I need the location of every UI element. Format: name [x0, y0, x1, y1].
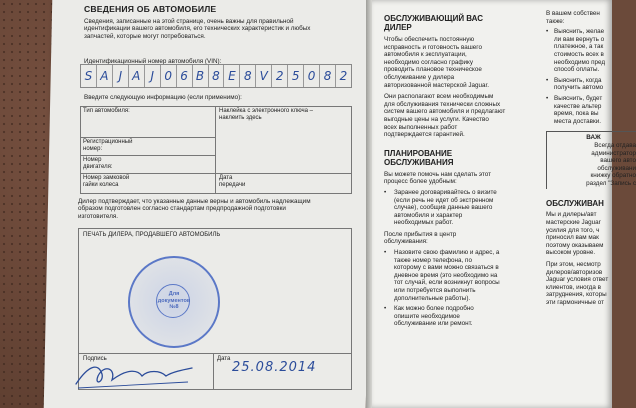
bullet-item-2: • Назовите свою фамилию и адрес, а также номер телефона, по которому с вами можно связаться в дневное время (это необходимо на тот случай, если возникнут вопросы или потребуется выполнить дополнительные работы). [384, 249, 500, 302]
vin-char-cell: S [81, 65, 97, 87]
registration-label: Регистрационный номер: [83, 139, 133, 152]
handover-date-label: Дата передачи [219, 175, 246, 188]
dealer-stamp-label: ПЕЧАТЬ ДИЛЕРА, ПРОДАВШЕГО АВТОМОБИЛЬ [83, 232, 221, 238]
vin-char-cell: J [145, 65, 161, 87]
vin-char-cell: 6 [177, 65, 193, 87]
bullet-item-1: • Заранее договаривайтесь о визите (если речь не идет об экстренном случае), сообщив данные вашего автомобиля и характер необходимых работ. [384, 188, 497, 227]
dealer-confirmation-text: Дилер подтверждает, что указанные данные верны и автомобиль надлежащим образом подготовлен согласно стандартам предпродажной подготовки изготовителя. [78, 198, 311, 220]
service-paragraph-1: Мы и дилеры/авт мастерские Jaguar усилия для того, ч приносил вам мак поэтому оказываем высоком уровне. [546, 211, 604, 257]
vin-char-cell: 8 [320, 65, 336, 87]
vin-char-cell: A [129, 65, 145, 87]
planning-paragraph: Вы можете помочь нам сделать этот процесс более удобным: [384, 170, 491, 186]
vin-char-cell: 2 [272, 65, 288, 87]
important-box: ВАЖ Всегда отдава администратор вашего авто обслуживани книжку обратно раздел "Запись с [546, 131, 636, 189]
vin-char-cell: 8 [209, 65, 225, 87]
handover-date-value: 25.08.2014 [232, 360, 317, 375]
col2-bullet-1: • Выяснить, желае ли вам вернуть о платежное, а так стоимость всех в необходимо пред способ оплаты. [546, 28, 606, 74]
vin-char-cell: 0 [304, 65, 320, 87]
vin-char-cell: V [256, 65, 272, 87]
vin-char-cell: 8 [240, 65, 256, 87]
bullet-item-3: • Как можно более подробно опишите необходимое обслуживание или ремонт. [384, 305, 474, 328]
intro-text: Сведения, записанные на этой странице, очень важны для правильной идентификации вашего автомобиля, его технических характеристик и любых запчастей, которые могут потребоваться. [84, 18, 311, 40]
vehicle-info-table [80, 106, 352, 194]
page-title: СВЕДЕНИЯ ОБ АВТОМОБИЛЕ [84, 4, 217, 14]
col2-bullet-2: • Выяснить, когда получить автомо [546, 76, 604, 92]
section-heading-planning: ПЛАНИРОВАНИЕ ОБСЛУЖИВАНИЯ [384, 148, 454, 167]
arrival-paragraph: После прибытия в центр обслуживания: [384, 230, 457, 246]
vehicle-model-label: Тип автомобиля: [83, 108, 130, 114]
enter-info-label: Введите следующую информацию (если применимо): [84, 94, 242, 101]
section-heading-service: ОБСЛУЖИВАН [546, 199, 604, 209]
vin-char-cell: A [97, 65, 113, 87]
vin-char-cell: E [224, 65, 240, 87]
vin-label: Идентификационный номер автомобиля (VIN): [84, 58, 222, 65]
dealer-paragraph-2: Они располагают всем необходимым для обслуживания технически сложных систем вашего автомобиля и предлагают выгодные цены на услуги. Качество всех выполненных работ подтверждается гарантией. [384, 93, 506, 139]
section-heading-dealer: ОБСЛУЖИВАЮЩИЙ ВАС ДИЛЕР [384, 14, 484, 32]
handwritten-signature [68, 356, 198, 392]
right-column-cropped: В вашем собствен также: • Выяснить, желае ли вам вернуть о платежное, а так стоимость всех в необходимо пред способ оплаты. • Выяснить, когда получить автомо • Выяснить, будет качестве альтер время, пока вы места доставки. ВАЖ Всегда отдава администратор вашего авто обслуживани книжку обратно раздел "Запись с ОБСЛУЖИВАН Мы и дилеры/авт мастерские Jaguar усилия для того, ч приносил вам мак поэтому оказываем высоком уровне. При этом, несмотр дилеров/авторизов Jaguar условия ответ клиентов, иногда в затруднения, которы эти гармоничные от [546, 10, 636, 306]
engine-number-label: Номер двигателя: [83, 157, 113, 170]
vin-char-cell: B [193, 65, 209, 87]
key-sticker-area[interactable]: Наклейка с электронного ключа – наклеить здесь [219, 108, 313, 121]
col2-bullet-3: • Выяснить, будет качестве альтер время, пока вы места доставки. [546, 94, 603, 125]
vin-char-cell: 5 [288, 65, 304, 87]
vin-char-cell: 0 [161, 65, 177, 87]
vin-char-cell: 2 [339, 69, 348, 83]
vin-field[interactable] [80, 64, 352, 88]
date-label: Дата [217, 356, 231, 362]
dealer-paragraph-1: Чтобы обеспечить постоянную исправность и готовность вашего автомобиля к эксплуатации, необходимо согласно графику проводить плановое техническое обслуживание у дилера авторизованной мастерской Jaguar. [384, 36, 490, 89]
vin-char-cell: J [113, 65, 129, 87]
dealer-stamp-seal: Для документов №8 [128, 256, 220, 348]
wheel-lock-label: Номер замковой гайки колеса [83, 175, 130, 188]
signature-label: Подпись [83, 356, 107, 362]
dealer-section [384, 14, 534, 328]
service-paragraph-2: При этом, несмотр дилеров/авторизов Jaguar условия ответ клиентов, иногда в затруднения, которы эти гармоничные от [546, 261, 609, 306]
